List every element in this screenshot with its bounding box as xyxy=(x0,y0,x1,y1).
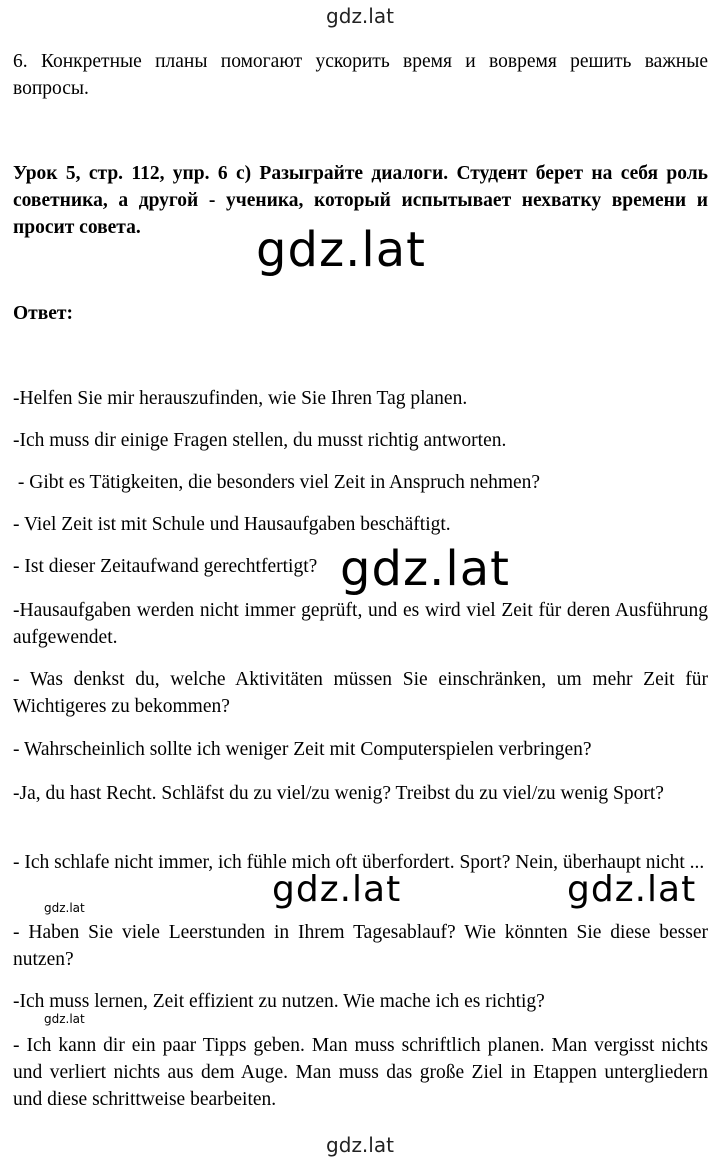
dialogue-line: -Ich muss dir einige Fragen stellen, du musst richtig antworten. xyxy=(13,430,507,451)
watermark-top: gdz.lat xyxy=(326,4,394,28)
task-heading: Урок 5, стр. 112, упр. 6 с) Разыграйте диалоги. Студент берет на себя роль советника, а другой - ученика, который испытывает нехватку времени и просит совета. xyxy=(13,163,708,238)
watermark-bottom: gdz.lat xyxy=(326,1133,394,1157)
watermark-small: gdz.lat xyxy=(44,901,85,915)
watermark-medium: gdz.lat xyxy=(272,869,402,910)
answer-label: Ответ: xyxy=(13,303,74,324)
intro-paragraph: 6. Конкретные планы помогают ускорить время и вовремя решить важные вопросы. xyxy=(13,51,708,99)
dialogue-line: - Viel Zeit ist mit Schule und Hausaufgaben beschäftigt. xyxy=(13,514,451,535)
dialogue-line: - Ist dieser Zeitaufwand gerechtfertigt? xyxy=(13,556,318,577)
dialogue-line: - Haben Sie viele Leerstunden in Ihrem Tagesablauf? Wie könnten Sie diese besser nutzen? xyxy=(13,922,708,970)
dialogue-line: - Wahrscheinlich sollte ich weniger Zeit mit Computerspielen verbringen? xyxy=(13,739,592,760)
watermark-large: gdz.lat xyxy=(340,541,510,597)
dialogue-line: - Ich schlafe nicht immer, ich fühle mich oft überfordert. Sport? Nein, überhaupt nicht ... xyxy=(13,852,705,873)
dialogue-line: -Helfen Sie mir herauszufinden, wie Sie Ihren Tag planen. xyxy=(13,388,468,409)
dialogue-line: - Was denkst du, welche Aktivitäten müssen Sie einschränken, um mehr Zeit für Wichtigeres zu bekommen? xyxy=(13,669,708,717)
dialogue-line: -Ja, du hast Recht. Schläfst du zu viel/zu wenig? Treibst du zu viel/zu wenig Sport? xyxy=(13,783,664,804)
dialogue-line: -Hausaufgaben werden nicht immer geprüft, und es wird viel Zeit für deren Ausführung aufgewendet. xyxy=(13,600,708,648)
watermark-large: gdz.lat xyxy=(256,222,426,278)
watermark-small: gdz.lat xyxy=(44,1012,85,1026)
dialogue-line: - Gibt es Tätigkeiten, die besonders viel Zeit in Anspruch nehmen? xyxy=(13,472,541,493)
dialogue-line: -Ich muss lernen, Zeit effizient zu nutzen. Wie mache ich es richtig? xyxy=(13,991,545,1012)
watermark-medium: gdz.lat xyxy=(567,869,697,910)
dialogue-line: - Ich kann dir ein paar Tipps geben. Man muss schriftlich planen. Man vergisst nichts und verliert nichts aus dem Auge. Man muss das große Ziel in Etappen untergliedern und diese schrittweise bearbeiten. xyxy=(13,1035,708,1110)
